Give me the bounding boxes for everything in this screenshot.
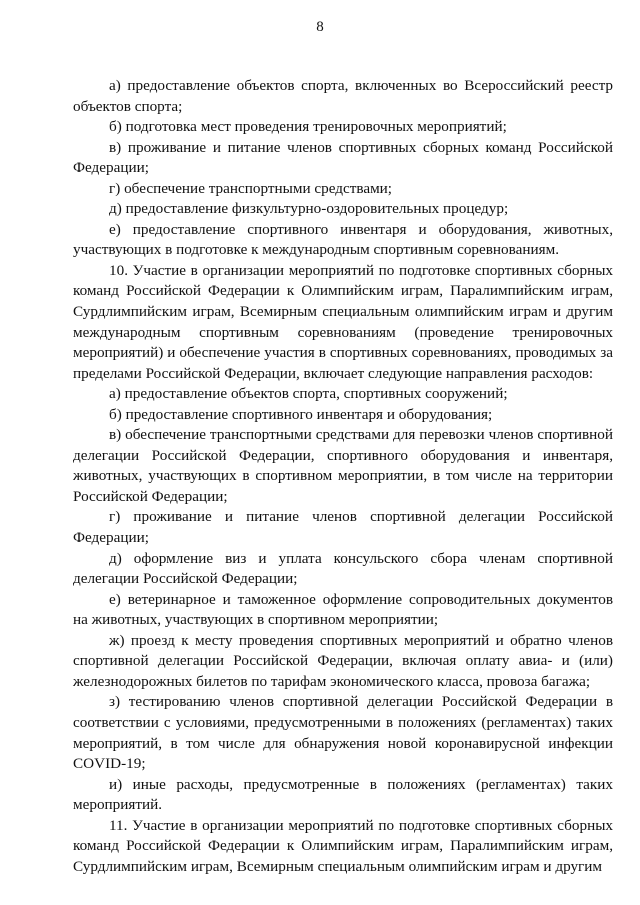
section-11-paragraph: 11. Участие в организации мероприятий по подготовке спортивных сборных команд Российской Федерации к Олимпийским играм, Паралимпийским играм, Сурдлимпийским играм, Всемирным специальным олимпийским играм и другим <box>73 816 613 875</box>
section-10-item-z: з) тестированию членов спортивной делегации Российской Федерации в соответствии с условиями, предусмотренными в положениях (регламентах) таких мероприятий, в том числе для обнаружения новой коронавирусной инфекции COVID-19; <box>73 693 613 773</box>
section-10-item-g: г) проживание и питание членов спортивной делегации Российской Федерации; <box>73 508 613 547</box>
section-10-paragraph: 10. Участие в организации мероприятий по подготовке спортивных сборных команд Российской Федерации к Олимпийским играм, Паралимпийским играм, Сурдлимпийским играм, Всемирным специальным олимпийским играм и другим международным спортивным соревнованиям (проведение тренировочных мероприятий) и обеспечение участия в спортивных соревнованиях, проводимых за пределами Российской Федерации, включает следующие направления расходов: <box>73 261 613 382</box>
section-10-item-v: в) обеспечение транспортными средствами для перевозки членов спортивной делегации Российской Федерации, спортивного оборудования и инвентаря, животных, участвующих в спортивном мероприятии, в том числе на территории Российской Федерации; <box>73 426 613 505</box>
section-10-item-e: е) ветеринарное и таможенное оформление сопроводительных документов на животных, участвующих в спортивном мероприятии; <box>73 590 613 629</box>
list-item-d-wellness-procedures: д) предоставление физкультурно-оздоровительных процедур; <box>109 200 509 218</box>
section-10-item-b: б) предоставление спортивного инвентаря и оборудования; <box>109 405 493 423</box>
document-body <box>73 76 613 877</box>
page-number: 8 <box>316 19 324 35</box>
section-10-item-zh: ж) проезд к месту проведения спортивных мероприятий и обратно членов спортивной делегации Российской Федерации, включая оплату авиа- и (или) железнодорожных билетов по тарифам экономического класса, провоза багажа; <box>73 631 613 690</box>
list-item-e-equipment-animals: е) предоставление спортивного инвентаря и оборудования, животных, участвующих в подготовке к международным спортивным соревнованиям. <box>73 220 613 259</box>
section-10-item-i: и) иные расходы, предусмотренные в положениях (регламентах) таких мероприятий. <box>73 775 613 814</box>
section-10-item-d: д) оформление виз и уплата консульского сбора членам спортивной делегации Российской Федерации; <box>73 549 613 588</box>
section-10-item-a: а) предоставление объектов спорта, спортивных сооружений; <box>109 385 508 403</box>
list-item-a-sport-facilities-registry: а) предоставление объектов спорта, включенных во Всероссийский реестр объектов спорта; <box>73 77 613 115</box>
list-item-g-transport: г) обеспечение транспортными средствами; <box>109 179 393 197</box>
list-item-v-accommodation-meals: в) проживание и питание членов спортивных сборных команд Российской Федерации; <box>73 138 613 177</box>
list-item-b-training-venues: б) подготовка мест проведения тренировочных мероприятий; <box>109 118 507 136</box>
